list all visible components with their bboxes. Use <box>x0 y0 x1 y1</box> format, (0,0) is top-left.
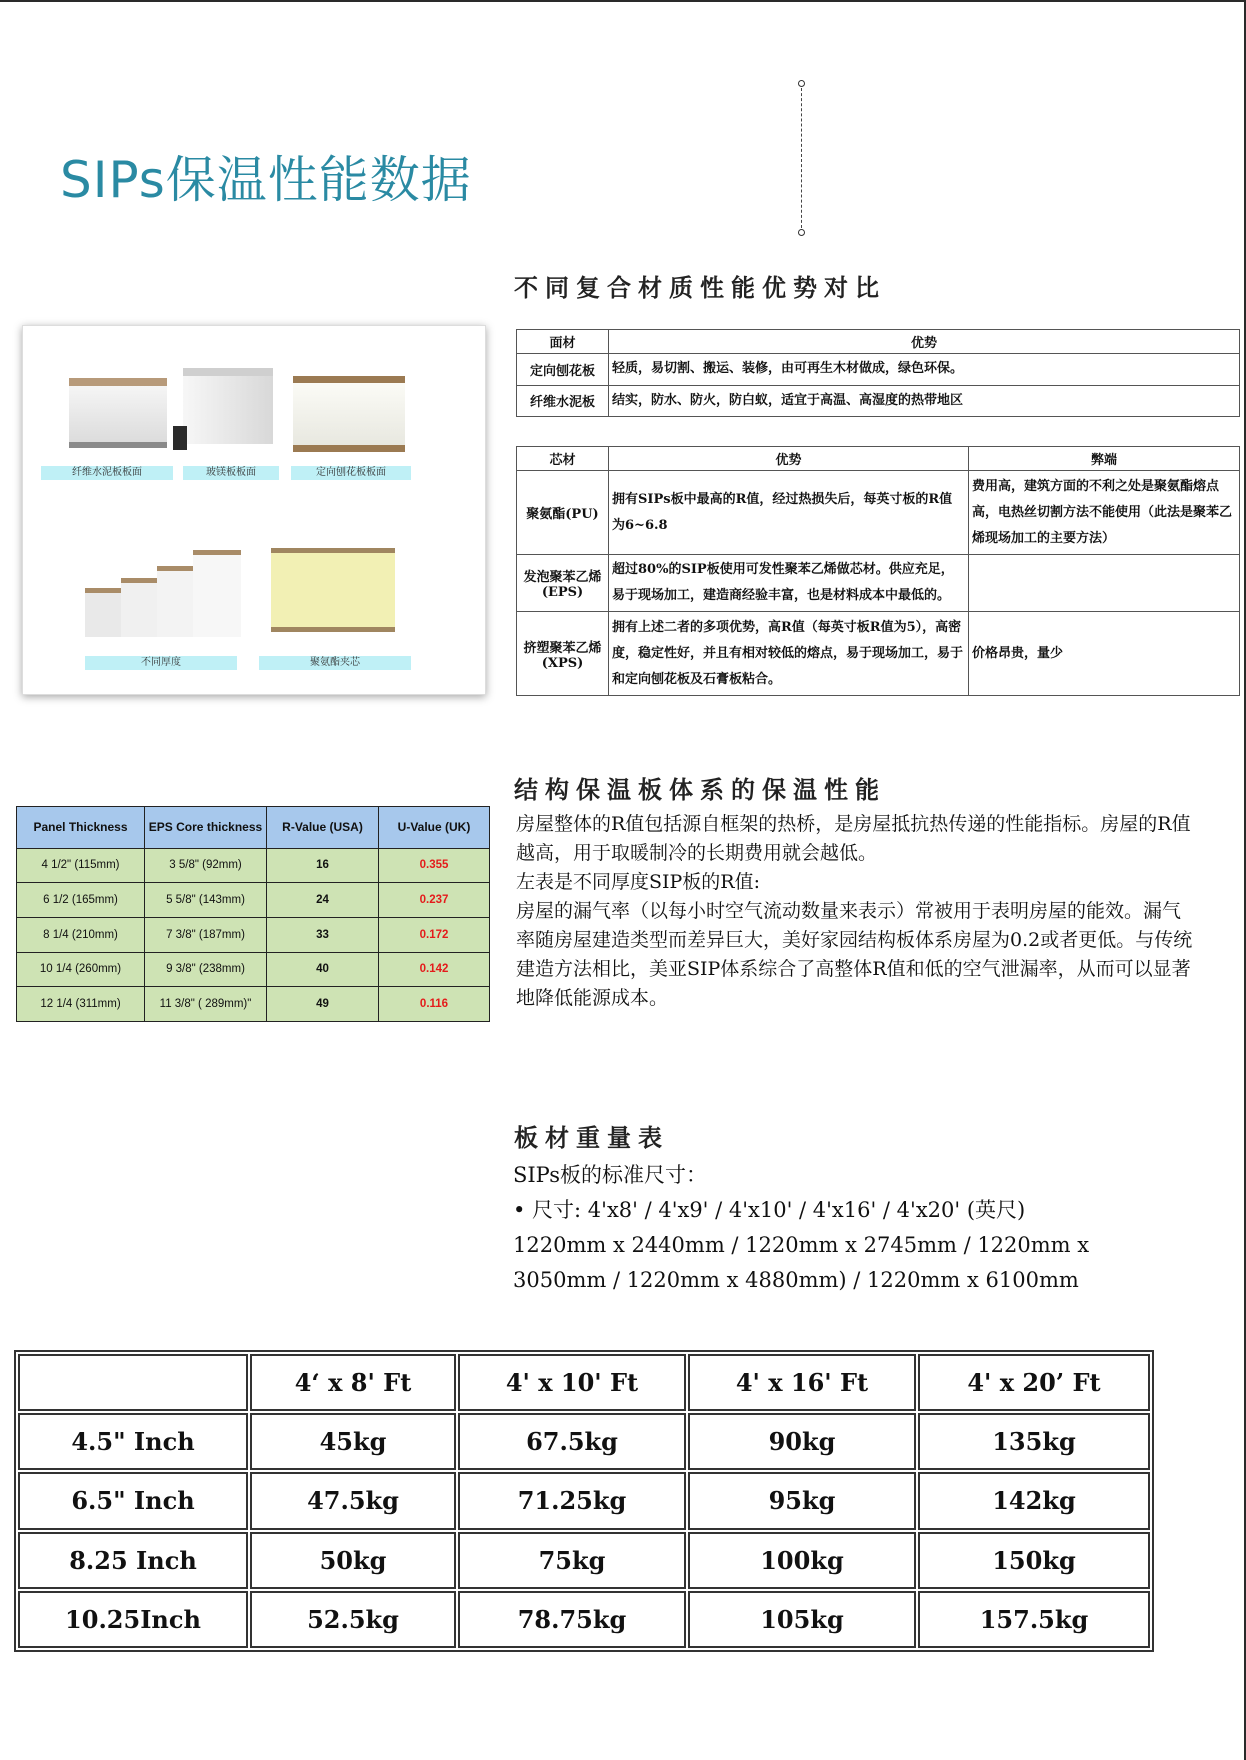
paragraph: 房屋的漏气率（以每小时空气流动数量来表示）常被用于表明房屋的能效。漏气率随房屋建造类型而差异巨大，美好家园结构板体系房屋为0.2或者更低。与传统建造方法相比，美亚SIP体系综合了高整体R值和低的空气泄漏率，从而可以显著地降低能源成本。 <box>516 900 1193 1009</box>
u-value-cell: 0.355 <box>379 848 490 883</box>
weight-cell: 100kg <box>688 1532 916 1589</box>
material-name-cell: 纤维水泥板 <box>517 385 609 416</box>
table-header-row <box>17 807 490 849</box>
size-list: • 尺寸: 4'x8' / 4'x9' / 4'x10' / 4'x16' / 4'x20' (英尺) <box>513 1198 1026 1222</box>
table-header: 优势 <box>609 330 1240 354</box>
table-header: U-Value (UK) <box>379 807 490 849</box>
section-heading-insulation: 结构保温板体系的保温性能 <box>514 776 886 804</box>
core-thickness-cell: 7 3/8" (187mm) <box>145 917 267 952</box>
table-header: 4‘ x 8' Ft <box>250 1354 456 1411</box>
table-row <box>517 354 1240 385</box>
panel-thickness-cell: 10 1/4 (260mm) <box>17 952 145 987</box>
u-value-cell: 0.172 <box>379 917 490 952</box>
table-row <box>17 917 490 952</box>
advantage-cell: 拥有上述二者的多项优势，高R值（每英寸板R值为5），高密度，稳定性好，并且有相对较低的熔点，易于现场加工，易于和定向刨花板及石膏板粘合。 <box>609 612 969 696</box>
panel-thickness-cell: 6 1/2 (165mm) <box>17 883 145 918</box>
u-value-cell: 0.237 <box>379 883 490 918</box>
r-value-cell: 49 <box>267 987 379 1022</box>
weight-cell: 142kg <box>918 1472 1150 1529</box>
polyurethane-core-image <box>271 548 395 632</box>
table-header: R-Value (USA) <box>267 807 379 849</box>
weight-cell: 90kg <box>688 1413 916 1470</box>
r-value-cell: 16 <box>267 848 379 883</box>
table-row <box>517 612 1240 696</box>
section-heading-composite: 不同复合材质性能优势对比 <box>514 274 886 302</box>
core-thickness-cell: 3 5/8" (92mm) <box>145 848 267 883</box>
standard-size-block <box>513 1158 1133 1298</box>
r-value-cell: 40 <box>267 952 379 987</box>
table-header: 面材 <box>517 330 609 354</box>
core-thickness-cell: 5 5/8" (143mm) <box>145 883 267 918</box>
section-heading-weight: 板材重量表 <box>514 1124 669 1152</box>
core-thickness-cell: 11 3/8" ( 289mm)" <box>145 987 267 1022</box>
metric-size-list: 1220mm x 2440mm / 1220mm x 2745mm / 1220mm x 3050mm / 1220mm x 4880mm) / 1220mm x 6100mm <box>513 1233 1090 1292</box>
weight-cell: 50kg <box>250 1532 456 1589</box>
photo-caption-2: 玻镁板板面 <box>183 466 279 480</box>
table-header-row <box>18 1354 1150 1411</box>
weight-cell: 45kg <box>250 1413 456 1470</box>
panel-thickness-cell: 4 1/2" (115mm) <box>17 848 145 883</box>
surface-material-table <box>516 329 1240 417</box>
weight-cell: 95kg <box>688 1472 916 1529</box>
table-header: EPS Core thickness <box>145 807 267 849</box>
weight-cell: 75kg <box>458 1532 686 1589</box>
table-row <box>517 471 1240 555</box>
panel-weight-table <box>14 1350 1154 1652</box>
table-header: 4' x 16' Ft <box>688 1354 916 1411</box>
thickness-cell: 6.5" Inch <box>18 1472 248 1529</box>
table-header <box>18 1354 248 1411</box>
weight-cell: 157.5kg <box>918 1591 1150 1648</box>
advantage-cell: 轻质，易切割、搬运、装修，由可再生木材做成，绿色环保。 <box>609 354 1240 385</box>
table-header: 优势 <box>609 447 969 471</box>
weight-cell: 67.5kg <box>458 1413 686 1470</box>
table-row <box>17 848 490 883</box>
photo-caption-5: 聚氨酯夹芯 <box>259 656 411 670</box>
connector-dot-top <box>798 80 805 87</box>
photo-caption-3: 定向刨花板板面 <box>291 466 411 480</box>
insulation-description <box>516 810 1196 1013</box>
table-row <box>17 883 490 918</box>
r-value-table <box>16 806 490 1022</box>
r-value-cell: 24 <box>267 883 379 918</box>
panel-thickness-cell: 12 1/4 (311mm) <box>17 987 145 1022</box>
thickness-samples-image <box>85 548 245 636</box>
connector-dot-bottom <box>798 229 805 236</box>
core-name-cell: 挤塑聚苯乙烯(XPS) <box>517 612 609 696</box>
table-header: 芯材 <box>517 447 609 471</box>
weight-cell: 135kg <box>918 1413 1150 1470</box>
drawback-cell <box>969 554 1240 611</box>
drawback-cell: 费用高，建筑方面的不利之处是聚氨酯熔点高，电热丝切割方法不能使用（此法是聚苯乙烯现场加工的主要方法） <box>969 471 1240 555</box>
table-row <box>18 1591 1150 1648</box>
fiber-cement-panel-image <box>69 378 167 448</box>
table-row <box>18 1472 1150 1529</box>
material-photo-panel <box>22 325 486 695</box>
table-header-row <box>517 447 1240 471</box>
core-name-cell: 聚氨酯(PU) <box>517 471 609 555</box>
photo-caption-1: 纤维水泥板板面 <box>41 466 173 480</box>
thickness-cell: 10.25Inch <box>18 1591 248 1648</box>
advantage-cell: 拥有SIPs板中最高的R值，经过热损失后，每英寸板的R值为6~6.8 <box>609 471 969 555</box>
core-thickness-cell: 9 3/8" (238mm) <box>145 952 267 987</box>
material-name-cell: 定向刨花板 <box>517 354 609 385</box>
table-header: 4' x 20’ Ft <box>918 1354 1150 1411</box>
table-row <box>17 987 490 1022</box>
table-header-row <box>517 330 1240 354</box>
paragraph: 房屋整体的R值包括源自框架的热桥，是房屋抵抗热传递的性能指标。房屋的R值越高，用于取暖制冷的长期费用就会越低。 <box>516 813 1191 864</box>
table-row <box>18 1413 1150 1470</box>
connector-dash <box>801 88 802 228</box>
table-row <box>18 1532 1150 1589</box>
u-value-cell: 0.116 <box>379 987 490 1022</box>
dashed-connector <box>798 80 806 236</box>
table-row <box>17 952 490 987</box>
r-value-cell: 33 <box>267 917 379 952</box>
weight-cell: 52.5kg <box>250 1591 456 1648</box>
core-name-cell: 发泡聚苯乙烯(EPS) <box>517 554 609 611</box>
advantage-cell: 超过80%的SIP板使用可发性聚苯乙烯做芯材。供应充足，易于现场加工，建造商经验丰富，也是材料成本中最低的。 <box>609 554 969 611</box>
table-row <box>517 385 1240 416</box>
core-material-table <box>516 446 1240 696</box>
weight-cell: 78.75kg <box>458 1591 686 1648</box>
table-row <box>517 554 1240 611</box>
osb-panel-image <box>293 376 405 452</box>
weight-cell: 71.25kg <box>458 1472 686 1529</box>
table-header: Panel Thickness <box>17 807 145 849</box>
photo-caption-4: 不同厚度 <box>85 656 237 670</box>
panel-thickness-cell: 8 1/4 (210mm) <box>17 917 145 952</box>
page-title: SIPs保温性能数据 <box>60 151 472 209</box>
paragraph: 左表是不同厚度SIP板的R值: <box>516 871 761 893</box>
page-border-top <box>0 0 1246 2</box>
thickness-cell: 4.5" Inch <box>18 1413 248 1470</box>
advantage-cell: 结实，防水、防火，防白蚁，适宜于高温、高湿度的热带地区 <box>609 385 1240 416</box>
table-header: 弊端 <box>969 447 1240 471</box>
thickness-cell: 8.25 Inch <box>18 1532 248 1589</box>
weight-cell: 47.5kg <box>250 1472 456 1529</box>
table-header: 4' x 10' Ft <box>458 1354 686 1411</box>
magnesium-board-panel-image <box>173 368 277 452</box>
drawback-cell: 价格昂贵，量少 <box>969 612 1240 696</box>
size-subtitle: SIPs板的标准尺寸： <box>513 1163 708 1187</box>
weight-cell: 150kg <box>918 1532 1150 1589</box>
weight-cell: 105kg <box>688 1591 916 1648</box>
u-value-cell: 0.142 <box>379 952 490 987</box>
